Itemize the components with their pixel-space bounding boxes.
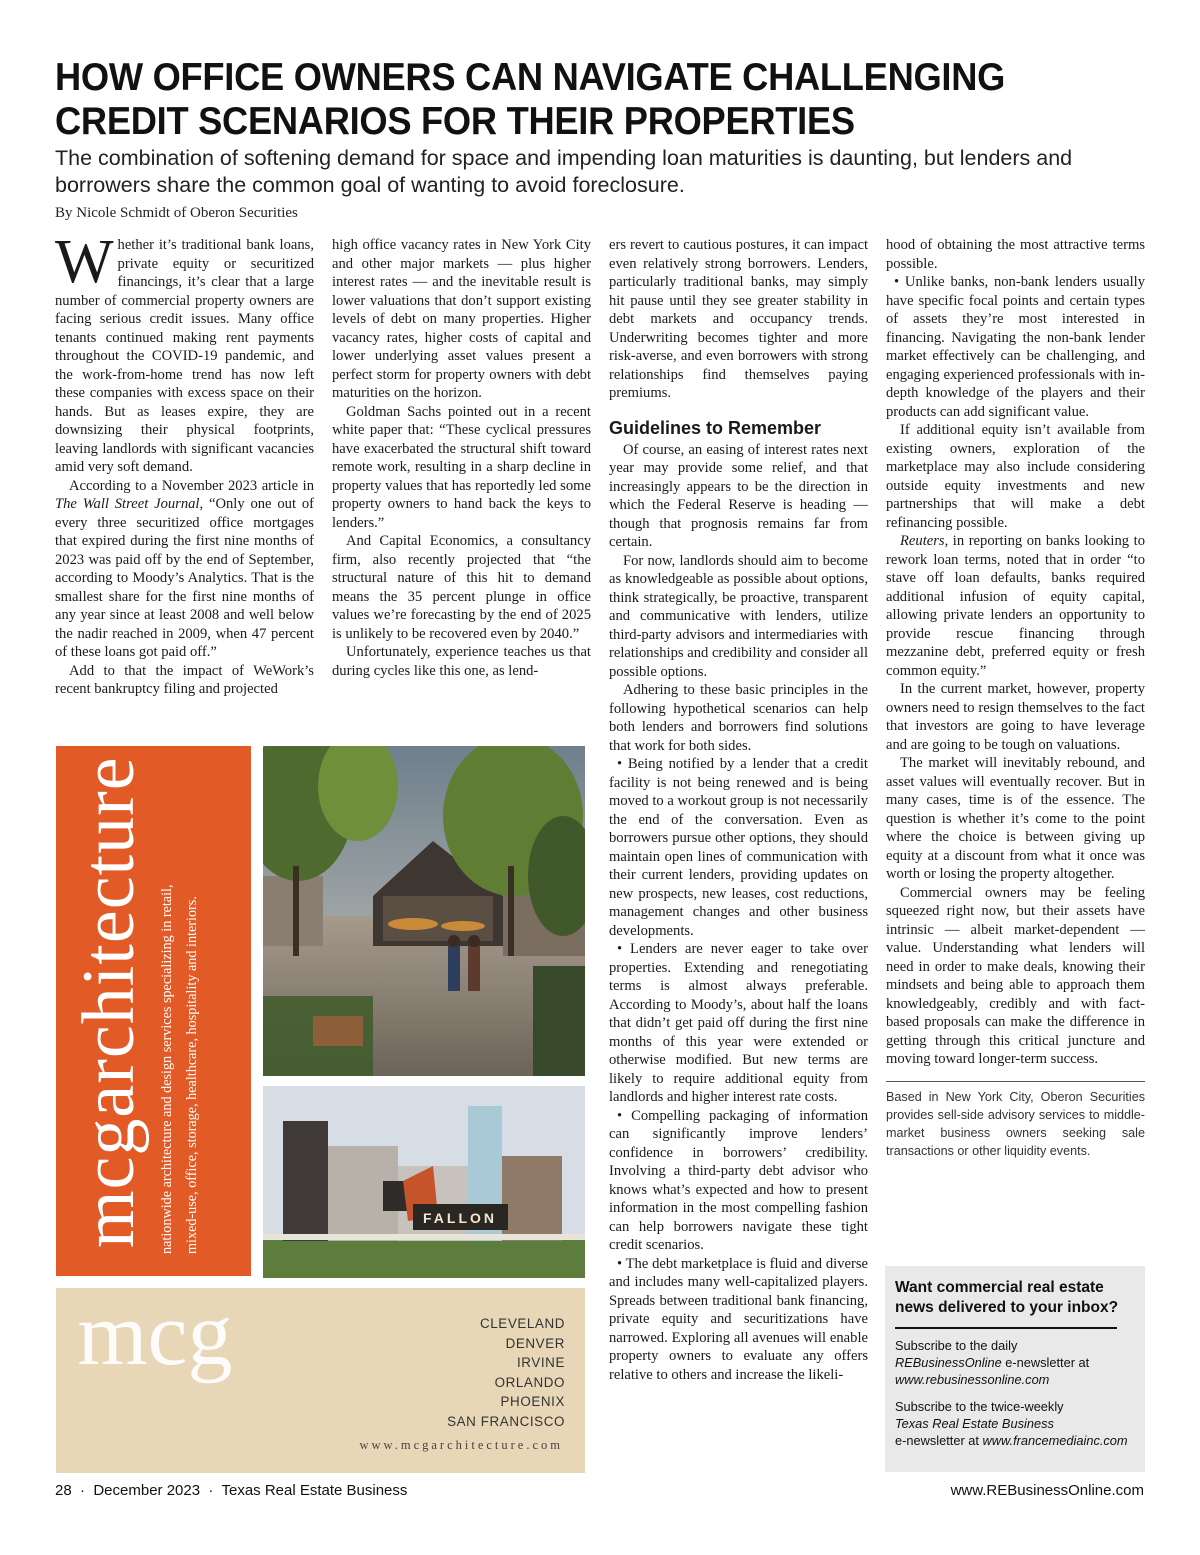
publication-name: The Wall Street Journal [55,496,200,512]
ad-city: CLEVELAND [479,1316,565,1331]
ad-monogram-logo [60,1294,250,1469]
headline-line-2: CREDIT SCENARIOS FOR THEIR PROPERTIES [55,100,855,143]
promo-weekly-text: Subscribe to the twice-weekly Texas Real Estate Business e-newsletter at www.francemediainc.com [895,1399,1128,1448]
paragraph: hood of obtaining the most attractive terms possible. [886,237,1145,272]
ad-rendering-plaza-photo [263,746,585,1076]
paragraph: The market will inevitably rebound, and asset values will eventually recover. But in many cases, time is of the essence. The question is whether it’s come to the point where the choice is between giving up equity at a discount from what it once was worth or losing the property altogether. [886,755,1145,882]
ad-city: IRVINE [516,1355,565,1370]
ad-city: DENVER [505,1335,565,1351]
paragraph: And Capital Economics, a consultancy firm, also recently projected that “the structural nature of this hit to demand means the 35 percent plunge in office values we’re forecasting by the end of 2025 is unlikely to be recovered even by 2040.” [332,533,591,642]
article-column-3 [609,236,868,1384]
section-subhead: Guidelines to Remember [609,417,822,438]
mcg-architecture-advertisement[interactable] [56,746,585,1473]
paragraph: Goldman Sachs pointed out in a recent white paper that: “These cyclical pressures have exacerbated the structural shift toward remote work, resulting in a sharp decline in property values that has reportedly led some property owners to hand back the keys to lenders.” [332,403,591,531]
page-footer-folio: 28 · December 2023 · Texas Real Estate Business [55,1482,408,1499]
ad-tagline-2: mixed-use, office, storage, healthcare, hospitality and interiors. [184,896,200,1254]
promo-link-francemedia[interactable]: www.francemediainc.com [982,1433,1128,1448]
article-byline: By Nicole Schmidt of Oberon Securities [55,205,298,221]
svg-text:mcg: mcg [77,1294,233,1384]
paragraph: For now, landlords should aim to become as knowledgeable as possible about options, think strategically, be proactive, transparent and communicative with lenders, utilize third-party advisors and intermediaries with relationships and credibility and consider all possible options. [609,552,868,680]
promo-daily-text: Subscribe to the daily REBusinessOnline e-newsletter at www.rebusinessonline.com [895,1338,1090,1387]
ad-fallon-sign: FALLON [423,1210,497,1226]
ad-city: ORLANDO [494,1374,565,1390]
paragraph: Whether it’s traditional bank loans, private equity or securitized financings, it’s clear that a large number of commercial property owners are facing serious credit issues. Many office tenants continued making rent payments throughout the COVID-19 pandemic, and the work-from-home trend has now left these companies with excess space on their hands. But as leases expire, they are downsizing their physical footprints, leaving landlords with significant vacancies amid very soft demand. [55,228,314,475]
paragraph: Commercial owners may be feeling squeezed right now, but their assets have intrinsic — albeit market-dependent — value. Understanding what lenders will need in order to make deals, knowing their mindsets and being able to approach them knowledgeably, credibly and with fact-based proposals can make the difference in getting through this critical juncture and moving toward longer-term success. [886,884,1145,1067]
newsletter-promo-box [885,1266,1145,1472]
article-deck: The combination of softening demand for space and impending loan maturities is daunting, but lenders and borrowers share the common goal of wanting to avoid foreclosure. [55,146,1073,197]
page-footer-website[interactable]: www.REBusinessOnline.com [950,1482,1144,1499]
paragraph: Add to that the impact of WeWork’s recent bankruptcy filing and projected [55,662,314,697]
author-bio: Based in New York City, Oberon Securities provides sell-side advisory services to middle-market business owners seeking sale transactions or other liquidity events. [886,1081,1145,1160]
ad-city: PHOENIX [500,1394,565,1409]
ad-city: SAN FRANCISCO [447,1413,565,1429]
ad-orange-panel [56,746,251,1276]
bullet-item: • Lenders are never eager to take over properties. Extending and renegotiating terms is almost always preferable. According to Moody’s, about half the loans that didn’t get paid off during the first nine months of this year were extended or otherwise modified. But new terms are likely to require additional equity from landlords and higher interest rate costs. [609,941,868,1105]
article-column-4 [886,236,1145,1160]
ad-brand-wordmark: mcgarchitecture [68,756,150,1248]
ad-tan-panel [56,1288,585,1473]
paragraph: Adhering to these basic principles in the following hypothetical scenarios can help both lenders and borrowers find solutions that work for both sides. [609,682,868,754]
bullet-item: • Compelling packaging of information can significantly improve lenders’ confidence in borrowers’ credibility. Involving a third-party debt advisor who knows what’s expected and how to present information in the most compelling fashion can help borrowers navigate these tight credit scenarios. [609,1107,868,1253]
article-column-2 [332,236,591,680]
paragraph: Unfortunately, experience teaches us that during cycles like this one, as lend- [332,644,591,679]
promo-title: Want commercial real estate news delivered to your inbox? [895,1279,1119,1316]
paragraph: high office vacancy rates in New York City and other major markets — plus higher interest rates — and the inevitable result is lower valuations that don’t support existing levels of debt on many properties. Higher vacancy rates, higher costs of capital and lower underlying asset values present a perfect storm for property owners with debt maturities on the horizon. [332,237,591,401]
article-column-1 [55,228,314,699]
paragraph: ers revert to cautious postures, it can impact even relatively strong borrowers. Lenders, particularly traditional banks, may simply hit pause until they see greater stability in debt markets and occupancy trends. Underwriting becomes tighter and more risk-averse, and even borrowers with strong relationships find themselves paying premiums. [609,237,868,401]
promo-divider [895,1327,1117,1329]
ad-tagline-1: nationwide architecture and design services specializing in retail, [159,884,175,1254]
ad-city-list [447,1314,565,1431]
bullet-item: • The debt marketplace is fluid and diverse and includes many well-capitalized players. Spreads between traditional bank financing, private equity and securitizations have narrowed. Exploring all avenues will enable property owners to evaluate any offers relative to others and increase the likeli- [609,1255,868,1383]
ad-website-link[interactable]: www.mcgarchitecture.com [359,1438,563,1452]
paragraph: If additional equity isn’t available from existing owners, exploration of the marketplace may also include considering outside equity investments and new partnerships that will make a debt refinancing possible. [886,422,1145,531]
bullet-item: • Unlike banks, non-bank lenders usually have specific focal points and certain types of assets they’re most interested in financing. Navigating the non-bank lender market effectively can be challenging, and engaging experienced professionals with in-depth knowledge of the players and their products can add significant value. [886,274,1145,420]
drop-cap: W [55,228,114,296]
promo-link-rebusiness[interactable]: www.rebusinessonline.com [895,1372,1050,1387]
paragraph: According to a November 2023 article in The Wall Street Journal, “Only one out of every three securitized office mortgages that expired during the first nine months of 2023 was paid off by the end of September, according to Moody’s Analytics. That is the smallest share for the first nine months of any year since at least 2008 and well below the nadir reached in 2009, when 47 percent of these loans got paid off.” [55,477,314,660]
paragraph: In the current market, however, property owners need to resign themselves to the fact that investors are going to have leverage and are going to be tough on valuations. [886,681,1145,753]
article-headline [55,56,1078,144]
paragraph: Of course, an easing of interest rates next year may provide some relief, and that increasingly appears to be the direction in which the Federal Reserve is heading — though that prognosis remains far from certain. [609,441,868,550]
headline-line-1: HOW OFFICE OWNERS CAN NAVIGATE CHALLENGING [55,56,1006,99]
ad-rendering-fallon-photo [263,1086,585,1278]
publication-name: Reuters [900,533,945,549]
paragraph: Reuters, in reporting on banks looking to rework loan terms, noted that in order “to stave off loan defaults, banks required additional infusion of equity capital, allowing private lenders an opportunity to provide rescue financing through mezzanine debt, preferred equity or fresh common equity.” [886,533,1145,679]
bullet-item: • Being notified by a lender that a credit facility is not being renewed and is being moved to a workout group is not necessarily the end of the conversation. Even as borrowers pursue other options, they should maintain open lines of communication with their current lenders, providing updates on new prospects, new leases, cost reductions, management changes and other business developments. [609,756,868,939]
